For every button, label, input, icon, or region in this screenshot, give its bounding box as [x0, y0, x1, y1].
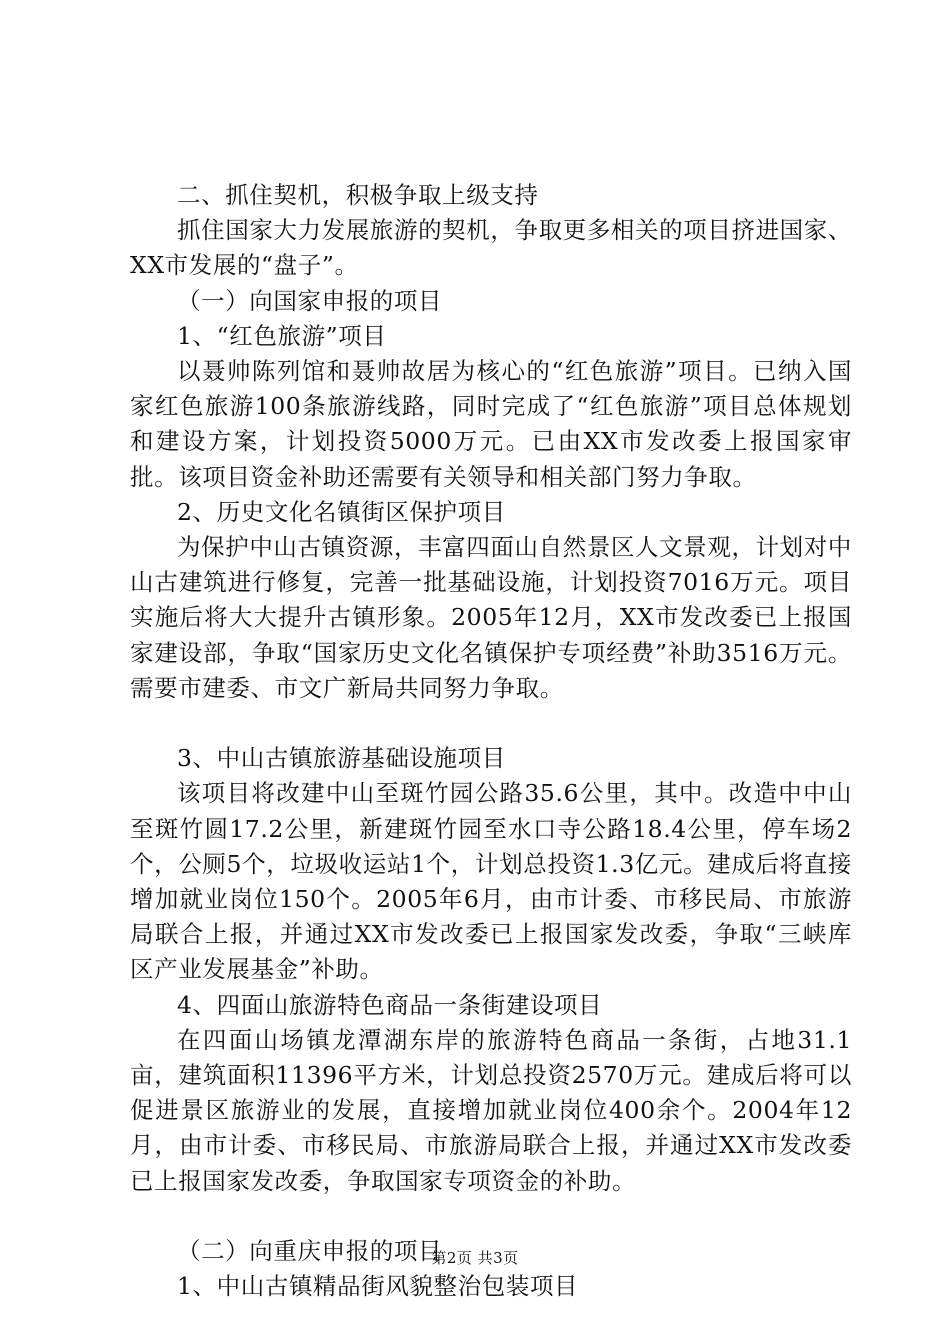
document-body: [130, 178, 852, 1304]
paragraph-spacer: [130, 1199, 852, 1234]
subsection-heading: （二）向重庆申报的项目: [177, 1237, 443, 1266]
paragraph: 为保护中山古镇资源，丰富四面山自然景区人文景观，计划对中山古建筑进行修复，完善一批基础设施，计划投资7016万元。项目实施后将大大提升古镇形象。2005年12月，XX市发改委已上报国家建设部，争取“国家历史文化名镇保护专项经费”补助3516万元。需要市建委、市文广新局共同努力争取。: [130, 533, 852, 702]
item-heading: 4、四面山旅游特色商品一条街建设项目: [177, 990, 603, 1019]
subsection-heading: （一）向国家申报的项目: [177, 286, 443, 315]
paragraph: 该项目将改建中山至斑竹园公路35.6公里，其中。改造中中山至斑竹圆17.2公里，新建斑竹园至水口寺公路18.4公里，停车场2个，公厕5个，垃圾收运站1个，计划总投资1.3亿元。建成后将直接增加就业岗位150个。2005年6月，由市计委、市移民局、市旅游局联合上报，并通过XX市发改委已上报国家发改委，争取“三峡库区产业发展基金”补助。: [130, 779, 852, 984]
item-heading: 3、中山古镇旅游基础设施项目: [177, 744, 506, 773]
paragraph-spacer: [130, 706, 852, 741]
item-heading: 1、“红色旅游”项目: [177, 321, 387, 350]
paragraph: 抓住国家大力发展旅游的契机，争取更多相关的项目挤进国家、XX市发展的“盘子”。: [130, 216, 852, 280]
paragraph: 以聂帅陈列馆和聂帅故居为核心的“红色旅游”项目。已纳入国家红色旅游100条旅游线路，同时完成了“红色旅游”项目总体规划和建设方案，计划投资5000万元。已由XX市发改委上报国家审批。该项目资金补助还需要有关领导和相关部门努力争取。: [130, 357, 852, 491]
item-heading: 1、中山古镇精品街风貌整治包装项目: [177, 1272, 579, 1301]
paragraph: 在四面山场镇龙潭湖东岸的旅游特色商品一条街，占地31.1亩，建筑面积11396平方米，计划总投资2570万元。建成后将可以促进景区旅游业的发展，直接增加就业岗位400余个。2004年12月，由市计委、市移民局、市旅游局联合上报，并通过XX市发改委已上报国家发改委，争取国家专项资金的补助。: [130, 1025, 852, 1195]
page-number: 第2页 共3页: [431, 1249, 519, 1267]
item-heading: 2、历史文化名镇街区保护项目: [177, 497, 506, 526]
section-heading: 二、抓住契机，积极争取上级支持: [177, 181, 539, 209]
